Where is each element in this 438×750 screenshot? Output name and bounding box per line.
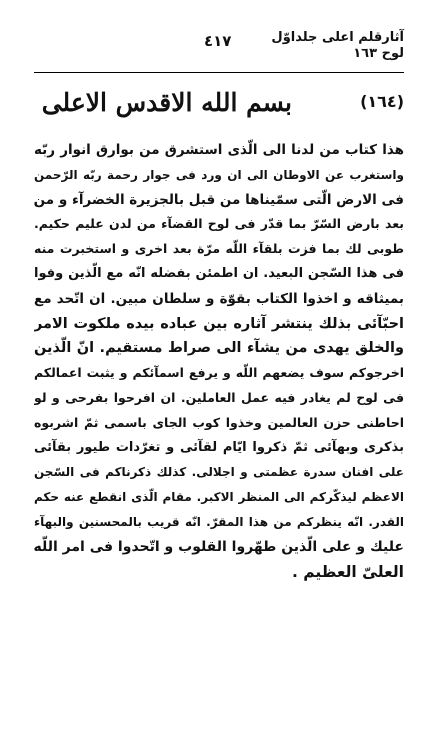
text-line: والخلق يهدى من يشآء الى صراط مستقيم. انّ الّذين xyxy=(34,340,404,357)
text-line: بذكرى وبهآئى ثمّ ذكروا ايّام لقآئى و تغرّدات طيور بقآئى xyxy=(34,439,404,455)
running-title-tablet: لوح ١٦٣ xyxy=(353,46,404,61)
text-line: فى لوح لم يغادر فيه عمل العاملين. ان افرحوا بفرحى و لو xyxy=(34,389,404,405)
text-line: عليك و على الّذين طهّروا القلوب و اتّحدوا فى امر اللّه xyxy=(34,538,404,555)
running-title-book: آثارقلم اعلى جلداوّل xyxy=(271,30,404,45)
tablet-number: (١٦٤) xyxy=(360,92,404,111)
page-header xyxy=(34,30,404,70)
text-line: احبّآئى بذلك ينتشر آثاره بين عباده بيده ملكوت الامر xyxy=(34,315,404,332)
text-line: العلىّ العظيم . xyxy=(291,562,404,581)
text-line: فى هذا السّجن البعيد. ان اطمئن بفضله انّه مع الّذين وفوا xyxy=(34,265,404,281)
text-line: واستغرب عن الاوطان الى ان ورد فى جوار رحمة ربّه الرّحمن xyxy=(34,167,404,182)
text-line: هذا كتاب من لدنا الى الّذى استشرق من بوارق انوار ربّه xyxy=(34,142,404,158)
tablet-body xyxy=(34,138,404,584)
text-line: بميثاقه و اخذوا الكتاب بقوّة و سلطان مبين. ان اتّحد مع xyxy=(34,290,404,307)
page-number: ٤١٧ xyxy=(204,32,232,50)
text-line: على افنان سدرة عظمتى و اجلالى. كذلك ذكرناكم فى السّجن xyxy=(34,465,404,480)
header-rule xyxy=(34,72,404,73)
text-line: بعد بارض السّرّ بما قدّر فى لوح القضآء من لدن عليم حكيم. xyxy=(34,216,404,232)
text-line: الاعظم ليذكّركم الى المنظر الاكبر. مقام الّذى انقطع عنه حكم xyxy=(34,490,404,505)
tablet-heading xyxy=(34,88,404,122)
text-line: فى الارض الّتى سمّيناها من قبل بالجزيرة الخضرآء و من xyxy=(34,191,404,208)
text-line: القدر. انّه ينظركم من هذا المقرّ. انّه قريب بالمحسنين والبهآء xyxy=(34,514,404,529)
text-line: اخرجوكم سوف يضعهم اللّه و يرفع اسمآئكم و يثبت اعمالكم xyxy=(34,365,404,381)
text-line: طوبى لك بما فزت بلقآء اللّه مرّة بعد اخرى و استخبرت منه xyxy=(34,241,404,257)
basmala-title: بسم الله الاقدس الاعلى xyxy=(41,88,292,117)
running-title xyxy=(271,30,404,62)
text-line: احاطنى حزن العالمين وخذوا كوب الجاى باسمى ثمّ اشربوه xyxy=(34,414,404,430)
